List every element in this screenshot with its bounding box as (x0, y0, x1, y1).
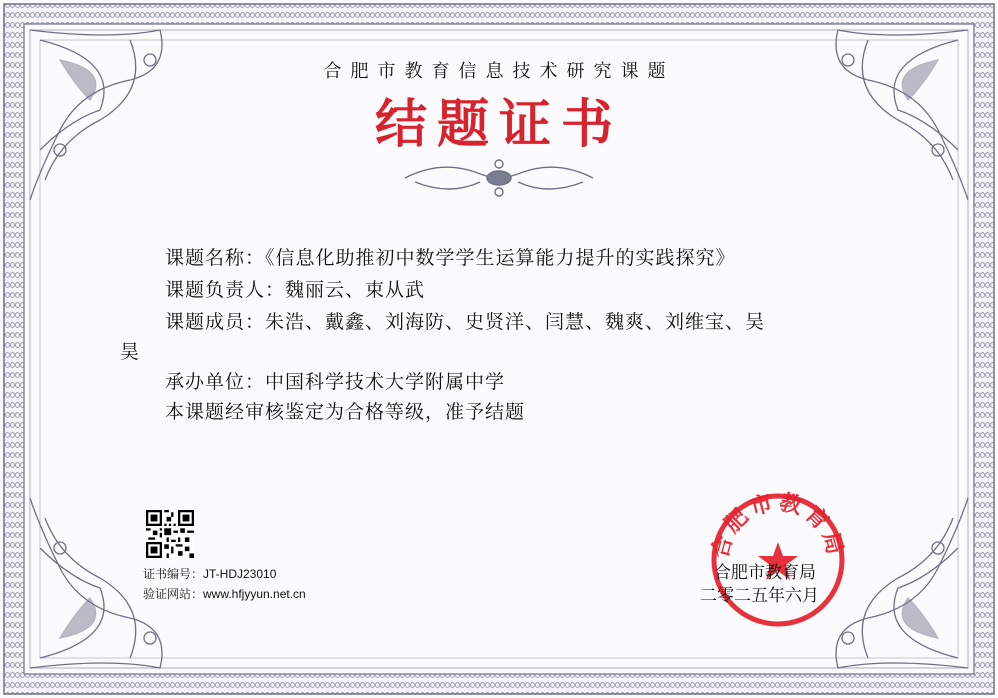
topic-value: 《信息化助推初中数学学生运算能力提升的实践探究》 (265, 247, 736, 269)
certificate-title: 结题证书 (374, 94, 623, 155)
topic-label: 课题名称： (165, 247, 266, 269)
qr-code (146, 510, 194, 558)
leader-label: 课题负责人： (165, 279, 286, 301)
members-label: 课题成员： (165, 311, 266, 333)
corner-ornament-bottom-right (836, 498, 968, 668)
corner-ornament-bottom-left (30, 498, 162, 668)
leader-value: 魏丽云、束从武 (285, 279, 426, 301)
conclusion-text: 本课题经审核鉴定为合格等级，准予结题 (165, 401, 526, 423)
unit-line (165, 367, 505, 394)
unit-value: 中国科学技术大学附属中学 (265, 371, 506, 393)
topic-line (165, 243, 736, 270)
title-flourish (405, 160, 593, 196)
issue-date: 二零二五年六月 (700, 586, 819, 606)
leader-line (165, 275, 425, 302)
organization-heading: 合肥市教育信息技术研究课题 (323, 61, 675, 82)
verification-website: 验证网站：www.hfjyyun.net.cn (143, 587, 306, 601)
members-value: 朱浩、戴鑫、刘海防、史贤洋、闫慧、魏爽、刘维宝、吴 (265, 311, 766, 333)
members-overflow: 昊 (120, 341, 141, 363)
issuer-name: 合肥市教育局 (714, 563, 816, 583)
unit-label: 承办单位： (165, 371, 266, 393)
svg-text:合肥市教育局: 合肥市教育局 (708, 490, 848, 562)
certificate-number: 证书编号：JT-HDJ23010 (143, 567, 277, 581)
members-line (165, 307, 765, 334)
